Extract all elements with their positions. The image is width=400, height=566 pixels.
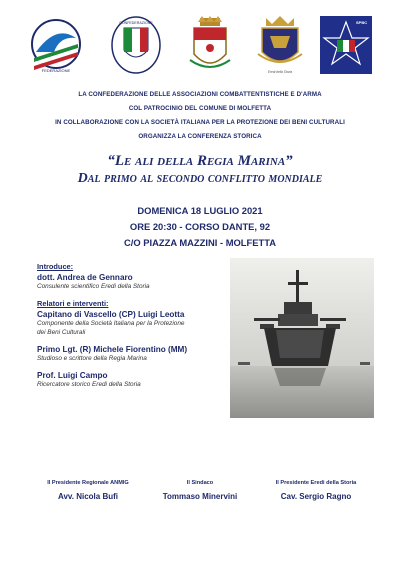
warship-photo	[230, 258, 374, 418]
event-time-place: ORE 20:30 - CORSO DANTE, 92	[129, 221, 271, 232]
svg-text:FEDERAZIONE: FEDERAZIONE	[41, 68, 71, 73]
svg-text:SPBC: SPBC	[356, 20, 368, 25]
intro-desc: Consulente scientifico Eredi della Storia	[37, 283, 150, 290]
signature-name: Cav. Sergio Ragno	[280, 492, 352, 501]
event-location: C/O PIAZZA MAZZINI - MOLFETTA	[123, 237, 277, 248]
svg-text:Eredi della Storia: Eredi della Storia	[267, 70, 293, 74]
speaker-desc: Ricercatore storico Eredi della Storia	[37, 381, 141, 388]
signature-name: Tommaso Minervini	[162, 492, 238, 501]
speaker-desc: Studioso e scrittore della Regia Marina	[37, 355, 147, 362]
title-line-1: “Le ali della Regia Marina”	[107, 153, 293, 169]
spbc-star-badge-icon	[318, 14, 374, 76]
intro-heading: Introduce:	[37, 262, 74, 271]
header-line: IN COLLABORAZIONE CON LA SOCIETÀ ITALIANA PER LA PROTEZIONE DEI BENI CULTURALI	[55, 119, 345, 126]
organizers-block	[0, 88, 400, 144]
signature-name: Avv. Nicola Bufi	[57, 492, 118, 501]
intro-name: dott. Andrea de Gennaro	[37, 273, 133, 282]
header-line: COL PATROCINIO DEL COMUNE DI MOLFETTA	[128, 105, 272, 112]
speakers-heading: Relatori e interventi:	[37, 299, 109, 308]
speaker-item	[37, 371, 227, 389]
logo-row	[0, 14, 400, 84]
event-date: DOMENICA 18 LUGLIO 2021	[137, 205, 263, 216]
speaker-name: Primo Lgt. (R) Michele Fiorentino (MM)	[37, 345, 188, 354]
speaker-name: Prof. Luigi Campo	[37, 371, 108, 380]
title-line-2: Dal primo al secondo conflitto mondiale	[77, 171, 323, 186]
molfetta-city-crest-icon	[182, 14, 238, 76]
eredi-della-storia-crest-icon	[252, 14, 308, 76]
signature-role: Il Presidente Eredi della Storia	[275, 480, 357, 486]
combattentistiche-shield-icon	[108, 14, 164, 76]
header-line: ORGANIZZA LA CONFERENZA STORICA	[138, 133, 262, 140]
signature-eredi	[246, 480, 386, 501]
anmig-eagle-emblem-icon	[28, 14, 84, 76]
speaker-name: Capitano di Vascello (CP) Luigi Leotta	[37, 310, 185, 319]
event-info	[0, 203, 400, 251]
svg-text:CONFEDERAZIONE: CONFEDERAZIONE	[119, 21, 153, 25]
signature-role: Il Sindaco	[186, 480, 214, 486]
speaker-desc: Componente della Società Italiana per la Protezione dei Beni Culturali	[37, 320, 185, 336]
speaker-item	[37, 310, 227, 337]
header-line: LA CONFEDERAZIONE DELLE ASSOCIAZIONI COMBATTENTISTICHE E D'ARMA	[78, 91, 322, 98]
speakers-column	[37, 262, 227, 389]
conference-title	[0, 152, 400, 187]
speaker-item	[37, 345, 227, 363]
signature-role: Il Presidente Regionale ANMIG	[47, 480, 129, 486]
